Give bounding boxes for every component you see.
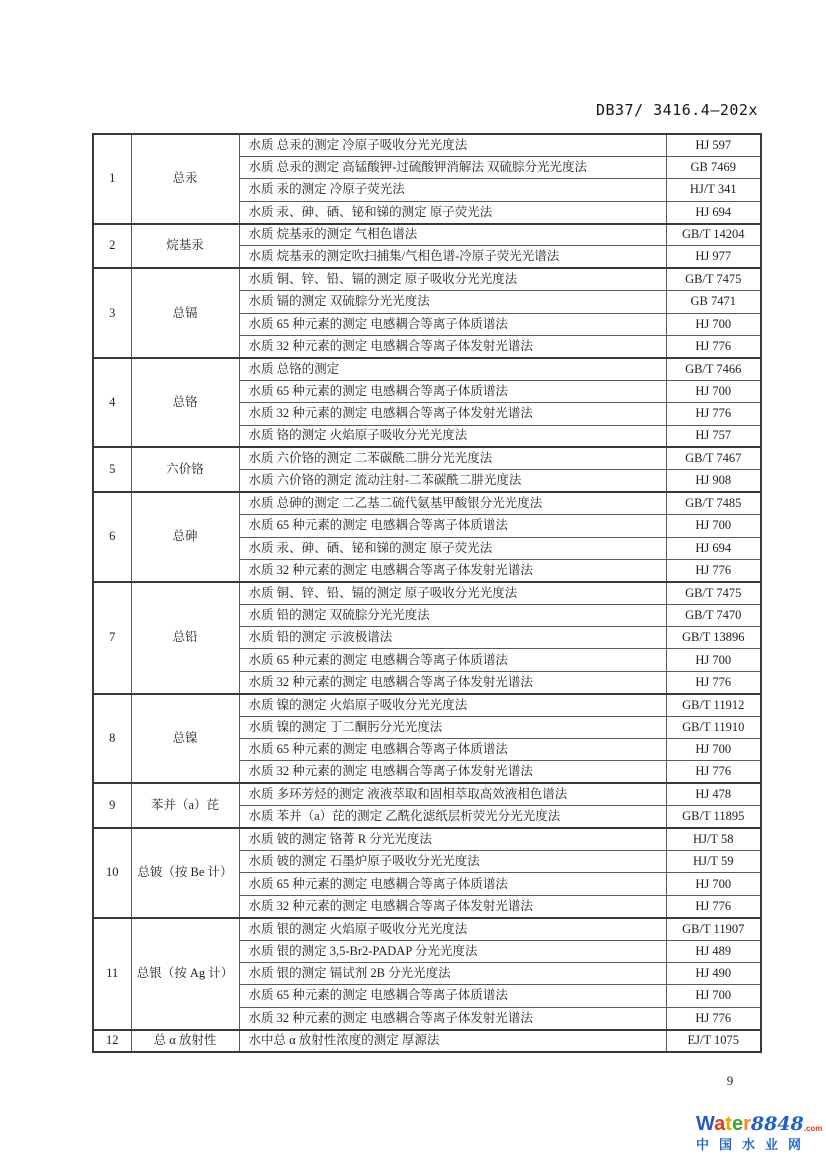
standard-code-cell: HJ 757 bbox=[666, 425, 761, 447]
standard-code-cell: GB/T 13896 bbox=[666, 627, 761, 649]
method-name-cell: 水质 铅的测定 示波极谱法 bbox=[239, 627, 666, 649]
standard-code-cell: EJ/T 1075 bbox=[666, 1030, 761, 1052]
standard-code-cell: GB/T 11907 bbox=[666, 918, 761, 940]
standard-code-cell: GB 7469 bbox=[666, 156, 761, 178]
standard-code-cell: HJ 776 bbox=[666, 761, 761, 783]
parameter-name-cell: 总铅 bbox=[131, 582, 239, 694]
standard-code-cell: HJ 776 bbox=[666, 671, 761, 693]
standard-code-cell: HJ/T 58 bbox=[666, 828, 761, 850]
method-name-cell: 水质 65 种元素的测定 电感耦合等离子体质谱法 bbox=[239, 739, 666, 761]
parameter-name-cell: 六价铬 bbox=[131, 447, 239, 492]
parameter-name-cell: 总铬 bbox=[131, 358, 239, 448]
table-row bbox=[93, 582, 761, 604]
serial-number-cell: 2 bbox=[93, 224, 131, 269]
parameter-name-cell: 总银（按 Ag 计） bbox=[131, 918, 239, 1030]
method-name-cell: 水质 65 种元素的测定 电感耦合等离子体质谱法 bbox=[239, 985, 666, 1007]
method-name-cell: 水质 铬的测定 火焰原子吸收分光光度法 bbox=[239, 425, 666, 447]
parameter-name-cell: 总砷 bbox=[131, 492, 239, 582]
standard-code-cell: HJ/T 341 bbox=[666, 179, 761, 201]
standard-code-cell: GB/T 11910 bbox=[666, 716, 761, 738]
method-name-cell: 水质 32 种元素的测定 电感耦合等离子体发射光谱法 bbox=[239, 671, 666, 693]
method-name-cell: 水质 苯并（a）芘的测定 乙酰化滤纸层析荧光分光光度法 bbox=[239, 806, 666, 828]
method-name-cell: 水质 镍的测定 丁二酮肟分光光度法 bbox=[239, 716, 666, 738]
standard-code-cell: HJ 908 bbox=[666, 470, 761, 492]
brand-letter: a bbox=[714, 1113, 726, 1135]
standard-code-cell: HJ 977 bbox=[666, 246, 761, 268]
serial-number-cell: 5 bbox=[93, 447, 131, 492]
parameter-name-cell: 苯并（a）芘 bbox=[131, 783, 239, 828]
method-name-cell: 水质 铍的测定 石墨炉原子吸收分光光度法 bbox=[239, 851, 666, 873]
standard-code-cell: HJ 700 bbox=[666, 649, 761, 671]
standard-code-cell: HJ 700 bbox=[666, 515, 761, 537]
parameter-name-cell: 总汞 bbox=[131, 134, 239, 224]
brand-wordmark bbox=[696, 1114, 822, 1134]
method-name-cell: 水质 铅的测定 双硫腙分光光度法 bbox=[239, 604, 666, 626]
brand-letter: t bbox=[725, 1113, 732, 1135]
method-name-cell: 水质 铜、锌、铅、镉的测定 原子吸收分光光度法 bbox=[239, 268, 666, 290]
standard-code-cell: HJ 776 bbox=[666, 403, 761, 425]
standard-code-cell: HJ 700 bbox=[666, 985, 761, 1007]
serial-number-cell: 1 bbox=[93, 134, 131, 224]
parameter-name-cell: 总镉 bbox=[131, 268, 239, 358]
brand-letter: W bbox=[696, 1113, 715, 1135]
table-row bbox=[93, 694, 761, 716]
method-name-cell: 水质 65 种元素的测定 电感耦合等离子体质谱法 bbox=[239, 515, 666, 537]
standard-code-cell: GB/T 7470 bbox=[666, 604, 761, 626]
method-name-cell: 水质 总汞的测定 冷原子吸收分光光度法 bbox=[239, 134, 666, 156]
methods-table bbox=[92, 133, 762, 1053]
brand-letter: e bbox=[731, 1113, 744, 1135]
method-name-cell: 水中总 α 放射性浓度的测定 厚源法 bbox=[239, 1030, 666, 1052]
parameter-name-cell: 总 α 放射性 bbox=[131, 1030, 239, 1052]
standard-code-cell: HJ 776 bbox=[666, 336, 761, 358]
method-name-cell: 水质 银的测定 火焰原子吸收分光光度法 bbox=[239, 918, 666, 940]
table-row bbox=[93, 1030, 761, 1052]
parameter-name-cell: 烷基汞 bbox=[131, 224, 239, 269]
method-name-cell: 水质 65 种元素的测定 电感耦合等离子体质谱法 bbox=[239, 380, 666, 402]
standard-number-header: DB37/ 3416.4—202x bbox=[595, 101, 758, 119]
method-name-cell: 水质 银的测定 3,5-Br2-PADAP 分光光度法 bbox=[239, 940, 666, 962]
method-name-cell: 水质 65 种元素的测定 电感耦合等离子体质谱法 bbox=[239, 873, 666, 895]
method-name-cell: 水质 总砷的测定 二乙基二硫代氨基甲酸银分光光度法 bbox=[239, 492, 666, 514]
method-name-cell: 水质 32 种元素的测定 电感耦合等离子体发射光谱法 bbox=[239, 761, 666, 783]
standard-code-cell: GB/T 7475 bbox=[666, 268, 761, 290]
table-row bbox=[93, 918, 761, 940]
serial-number-cell: 3 bbox=[93, 268, 131, 358]
brand-number-8848: 8848 bbox=[750, 1113, 804, 1135]
serial-number-cell: 11 bbox=[93, 918, 131, 1030]
table-row bbox=[93, 134, 761, 156]
table-row bbox=[93, 447, 761, 469]
table-row bbox=[93, 224, 761, 246]
method-name-cell: 水质 32 种元素的测定 电感耦合等离子体发射光谱法 bbox=[239, 559, 666, 581]
method-name-cell: 水质 总汞的测定 高锰酸钾-过硫酸钾消解法 双硫腙分光光度法 bbox=[239, 156, 666, 178]
table-row bbox=[93, 828, 761, 850]
method-name-cell: 水质 铜、锌、铅、镉的测定 原子吸收分光光度法 bbox=[239, 582, 666, 604]
method-name-cell: 水质 镍的测定 火焰原子吸收分光光度法 bbox=[239, 694, 666, 716]
standard-code-cell: HJ 478 bbox=[666, 783, 761, 805]
standard-code-cell: HJ 597 bbox=[666, 134, 761, 156]
method-name-cell: 水质 65 种元素的测定 电感耦合等离子体质谱法 bbox=[239, 649, 666, 671]
standard-code-cell: HJ 776 bbox=[666, 1007, 761, 1029]
serial-number-cell: 9 bbox=[93, 783, 131, 828]
standard-code-cell: HJ 489 bbox=[666, 940, 761, 962]
method-name-cell: 水质 六价铬的测定 流动注射-二苯碳酰二肼光度法 bbox=[239, 470, 666, 492]
method-name-cell: 水质 烷基汞的测定吹扫捕集/气相色谱-冷原子荧光光谱法 bbox=[239, 246, 666, 268]
brand-chinese-name: 中国水业网 bbox=[696, 1137, 812, 1152]
parameter-name-cell: 总镍 bbox=[131, 694, 239, 784]
standard-code-cell: HJ 700 bbox=[666, 380, 761, 402]
standard-code-cell: HJ/T 59 bbox=[666, 851, 761, 873]
serial-number-cell: 7 bbox=[93, 582, 131, 694]
method-name-cell: 水质 镉的测定 双硫腙分光光度法 bbox=[239, 291, 666, 313]
table-row bbox=[93, 358, 761, 380]
page-number: 9 bbox=[726, 1073, 734, 1088]
standard-code-cell: GB 7471 bbox=[666, 291, 761, 313]
table-row bbox=[93, 492, 761, 514]
serial-number-cell: 12 bbox=[93, 1030, 131, 1052]
method-name-cell: 水质 总铬的测定 bbox=[239, 358, 666, 380]
water8848-logo bbox=[696, 1114, 822, 1151]
standard-code-cell: HJ 490 bbox=[666, 962, 761, 984]
serial-number-cell: 6 bbox=[93, 492, 131, 582]
serial-number-cell: 10 bbox=[93, 828, 131, 918]
standard-code-cell: HJ 700 bbox=[666, 739, 761, 761]
standard-code-cell: GB/T 7466 bbox=[666, 358, 761, 380]
method-name-cell: 水质 汞的测定 冷原子荧光法 bbox=[239, 179, 666, 201]
standard-code-cell: GB/T 14204 bbox=[666, 224, 761, 246]
method-name-cell: 水质 汞、砷、硒、铋和锑的测定 原子荧光法 bbox=[239, 201, 666, 223]
method-name-cell: 水质 烷基汞的测定 气相色谱法 bbox=[239, 224, 666, 246]
method-name-cell: 水质 汞、砷、硒、铋和锑的测定 原子荧光法 bbox=[239, 537, 666, 559]
table-row bbox=[93, 783, 761, 805]
brand-word-water bbox=[696, 1113, 751, 1135]
standard-code-cell: HJ 700 bbox=[666, 313, 761, 335]
method-name-cell: 水质 银的测定 镉试剂 2B 分光光度法 bbox=[239, 962, 666, 984]
standard-code-cell: HJ 776 bbox=[666, 895, 761, 917]
standard-code-cell: GB/T 7467 bbox=[666, 447, 761, 469]
standard-code-cell: HJ 694 bbox=[666, 201, 761, 223]
method-name-cell: 水质 铍的测定 铬菁 R 分光光度法 bbox=[239, 828, 666, 850]
standard-code-cell: HJ 700 bbox=[666, 873, 761, 895]
method-name-cell: 水质 32 种元素的测定 电感耦合等离子体发射光谱法 bbox=[239, 1007, 666, 1029]
standard-code-cell: HJ 776 bbox=[666, 559, 761, 581]
standard-code-cell: GB/T 7485 bbox=[666, 492, 761, 514]
parameter-name-cell: 总铍（按 Be 计） bbox=[131, 828, 239, 918]
table-row bbox=[93, 268, 761, 290]
standard-code-cell: GB/T 11895 bbox=[666, 806, 761, 828]
serial-number-cell: 8 bbox=[93, 694, 131, 784]
standard-code-cell: HJ 694 bbox=[666, 537, 761, 559]
brand-suffix-com: .com bbox=[803, 1124, 823, 1133]
method-name-cell: 水质 六价铬的测定 二苯碳酰二肼分光光度法 bbox=[239, 447, 666, 469]
method-name-cell: 水质 32 种元素的测定 电感耦合等离子体发射光谱法 bbox=[239, 336, 666, 358]
method-name-cell: 水质 多环芳烃的测定 液液萃取和固相萃取高效液相色谱法 bbox=[239, 783, 666, 805]
serial-number-cell: 4 bbox=[93, 358, 131, 448]
method-name-cell: 水质 32 种元素的测定 电感耦合等离子体发射光谱法 bbox=[239, 895, 666, 917]
standard-code-cell: GB/T 11912 bbox=[666, 694, 761, 716]
method-name-cell: 水质 65 种元素的测定 电感耦合等离子体质谱法 bbox=[239, 313, 666, 335]
brand-letter: r bbox=[743, 1113, 751, 1135]
method-name-cell: 水质 32 种元素的测定 电感耦合等离子体发射光谱法 bbox=[239, 403, 666, 425]
standard-code-cell: GB/T 7475 bbox=[666, 582, 761, 604]
